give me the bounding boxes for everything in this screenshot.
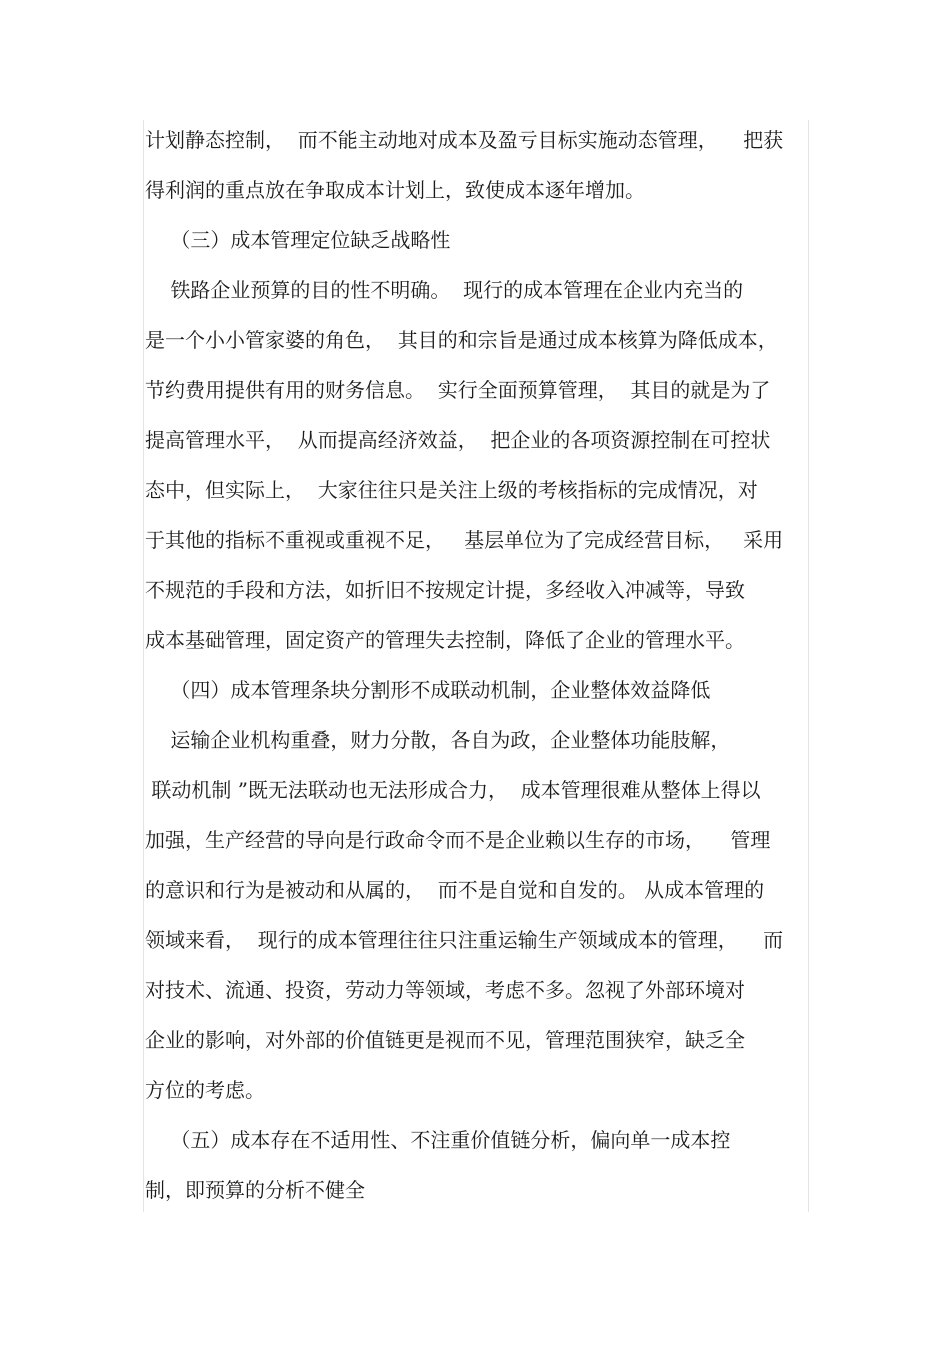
text-line: 领域来看， 现行的成本管理往往只注重运输生产领域成本的管理， 而	[145, 928, 784, 952]
text-line: 于其他的指标不重视或重视不足， 基层单位为了完成经营目标， 采用	[145, 528, 784, 552]
text-line: 运输企业机构重叠，财力分散，各自为政，企业整体功能肢解，	[145, 728, 731, 752]
text-line: 提高管理水平， 从而提高经济效益， 把企业的各项资源控制在可控状	[145, 428, 771, 452]
text-line: 计划静态控制， 而不能主动地对成本及盈亏目标实施动态管理， 把获	[145, 128, 784, 152]
text-line: 态中，但实际上， 大家往往只是关注上级的考核指标的完成情况，对	[145, 478, 758, 502]
section-heading: （三）成本管理定位缺乏战略性	[145, 228, 451, 252]
section-heading: （四）成本管理条块分割形不成联动机制，企业整体效益降低	[145, 678, 711, 702]
text-line: 得利润的重点放在争取成本计划上，致使成本逐年增加。	[145, 178, 645, 202]
text-line: 方位的考虑。	[145, 1078, 265, 1102]
text-line: 成本基础管理，固定资产的管理失去控制，降低了企业的管理水平。	[145, 628, 745, 652]
text-line: 是一个小小管家婆的角色， 其目的和宗旨是通过成本核算为降低成本，	[145, 328, 778, 352]
text-line: 联动机制 ”既无法联动也无法形成合力， 成本管理很难从整体上得以	[145, 778, 761, 802]
section-heading: （五）成本存在不适用性、不注重价值链分析，偏向单一成本控	[145, 1128, 731, 1152]
text-line: 的意识和行为是被动和从属的， 而不是自觉和自发的。 从成本管理的	[145, 878, 765, 902]
section-heading: 制，即预算的分析不健全	[145, 1178, 365, 1202]
text-line: 企业的影响，对外部的价值链更是视而不见，管理范围狭窄，缺乏全	[145, 1028, 745, 1052]
text-line: 加强，生产经营的导向是行政命令而不是企业赖以生存的市场， 管理	[145, 828, 771, 852]
text-line: 不规范的手段和方法，如折旧不按规定计提，多经收入冲减等，导致	[145, 578, 745, 602]
text-line: 铁路企业预算的目的性不明确。 现行的成本管理在企业内充当的	[145, 278, 744, 302]
text-line: 对技术、流通、投资，劳动力等领域，考虑不多。忽视了外部环境对	[145, 978, 745, 1002]
text-line: 节约费用提供有用的财务信息。 实行全面预算管理， 其目的就是为了	[145, 378, 771, 402]
